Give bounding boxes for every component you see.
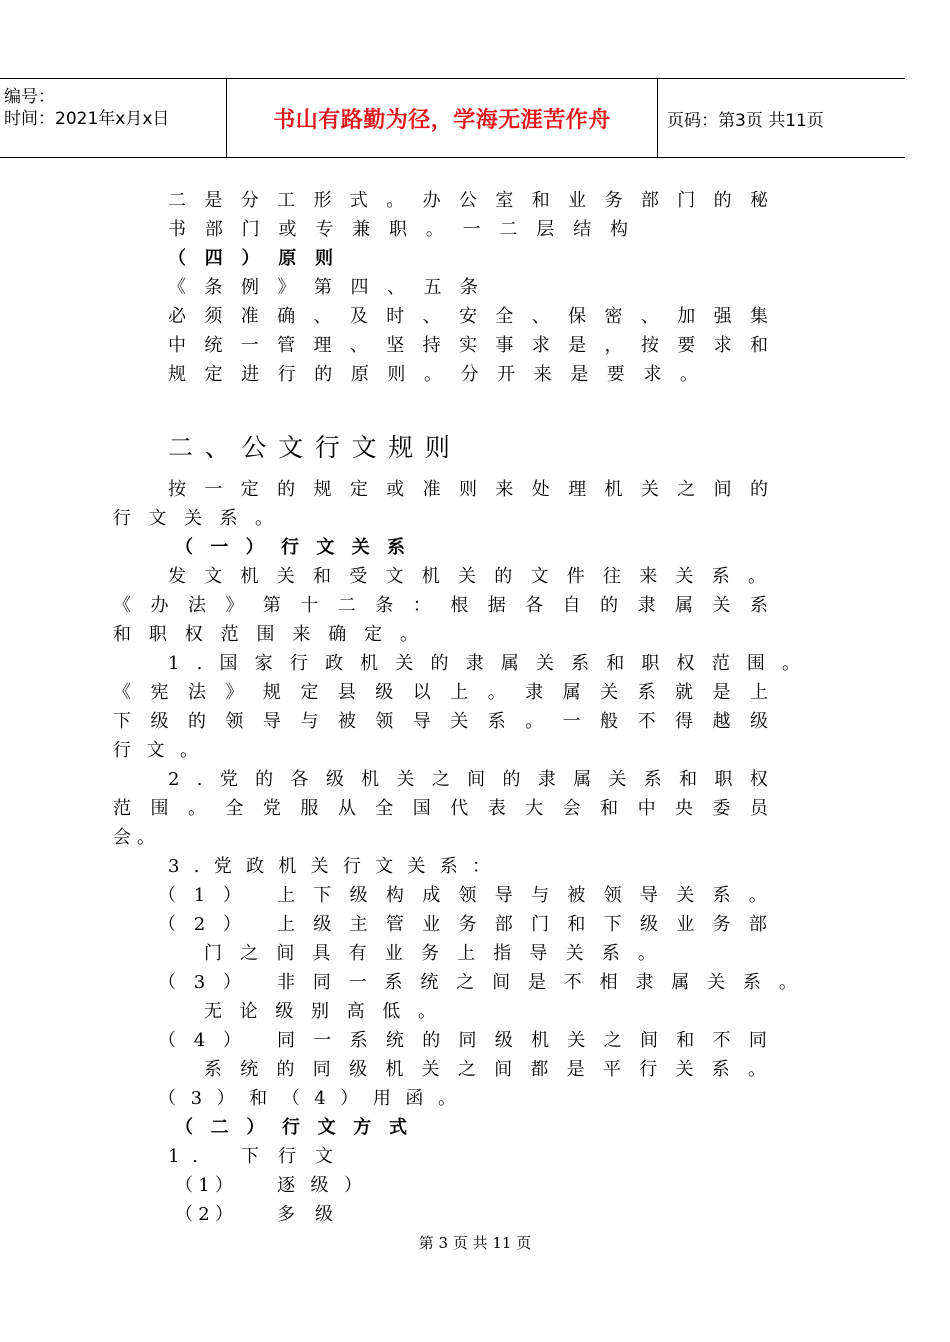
text-line: （ 一 ） 行 文 关 系 xyxy=(175,537,405,558)
text-line: （ 1 ） xyxy=(158,885,241,906)
text-line: 同 一 系 统 的 同 级 机 关 之 间 和 不 同 xyxy=(277,1030,767,1051)
text-line: 下 行 文 xyxy=(241,1146,333,1167)
text-line: （ 2 ） xyxy=(158,914,241,935)
text-line: 书 部 门 或 专 兼 职 。 一 二 层 结 构 xyxy=(168,219,628,240)
text-line: 多 级 xyxy=(277,1204,333,1225)
text-line: （ 1 ） xyxy=(175,1175,233,1196)
text-line: 1 . 国 家 行 政 机 关 的 隶 属 关 系 和 职 权 范 围 。 xyxy=(168,653,800,674)
text-line: （ 3 ） 和 （ 4 ） 用 函 。 xyxy=(158,1088,456,1109)
text-line: 范 围 。 全 党 服 从 全 国 代 表 大 会 和 中 央 委 员 xyxy=(113,798,768,819)
text-line: 无 论 级 别 高 低 。 xyxy=(204,1001,436,1022)
time-label: 时间：2021年x月x日 xyxy=(4,109,170,129)
text-line: （ 四 ） 原 则 xyxy=(168,248,333,269)
header-meta xyxy=(0,79,226,157)
text-line: 门 之 间 具 有 业 务 上 指 导 关 系 。 xyxy=(204,943,656,964)
text-line: 上 级 主 管 业 务 部 门 和 下 级 业 务 部 xyxy=(277,914,767,935)
text-line: 会 。 xyxy=(113,827,155,848)
text-line: 1 . xyxy=(168,1146,198,1167)
text-line: 按 一 定 的 规 定 或 准 则 来 处 理 机 关 之 间 的 xyxy=(168,479,768,500)
text-line: 逐 级 ） xyxy=(277,1175,362,1196)
text-line: 行 文 关 系 。 xyxy=(113,508,273,529)
text-line: 3 . 党 政 机 关 行 文 关 系 ： xyxy=(168,856,490,877)
text-line: 《 宪 法 》 规 定 县 级 以 上 。 隶 属 关 系 就 是 上 xyxy=(113,682,768,703)
text-line: 非 同 一 系 统 之 间 是 不 相 隶 属 关 系 。 xyxy=(277,972,797,993)
text-line: 《 条 例 》 第 四 、 五 条 xyxy=(168,277,478,298)
text-line: 2 . 党 的 各 级 机 关 之 间 的 隶 属 关 系 和 职 权 xyxy=(168,769,768,790)
text-line: 中 统 一 管 理 、 坚 持 实 事 求 是 ， 按 要 求 和 xyxy=(168,335,768,356)
text-line: （ 二 ） 行 文 方 式 xyxy=(175,1117,407,1138)
text-line: 行 文 。 xyxy=(113,740,198,761)
text-line: 《 办 法 》 第 十 二 条 ： 根 据 各 自 的 隶 属 关 系 xyxy=(113,595,768,616)
text-line: 发 文 机 关 和 受 文 机 关 的 文 件 往 来 关 系 。 xyxy=(168,566,766,587)
page-footer: 第 3 页 共 11 页 xyxy=(418,1234,532,1252)
header-page-info: 页码：第3页 共11页 xyxy=(667,110,824,131)
text-line: 下 级 的 领 导 与 被 领 导 关 系 。 一 般 不 得 越 级 xyxy=(113,711,768,732)
text-line: 规 定 进 行 的 原 则 。 分 开 来 是 要 求 。 xyxy=(168,364,698,385)
text-line: 上 下 级 构 成 领 导 与 被 领 导 关 系 。 xyxy=(277,885,767,906)
text-line: （ 4 ） xyxy=(158,1030,241,1051)
code-label: 编号： xyxy=(4,87,55,107)
page-header xyxy=(0,78,905,158)
text-line: （ 3 ） xyxy=(158,972,241,993)
text-line: 二 、 公 文 行 文 规 则 xyxy=(168,433,450,462)
text-line: 和 职 权 范 围 来 确 定 。 xyxy=(113,624,418,645)
text-line: 系 统 的 同 级 机 关 之 间 都 是 平 行 关 系 。 xyxy=(204,1059,766,1080)
motto: 书山有路勤为径，学海无涯苦作舟 xyxy=(273,107,611,133)
text-line: 必 须 准 确 、 及 时 、 安 全 、 保 密 、 加 强 集 xyxy=(168,306,768,327)
text-line: 二 是 分 工 形 式 。 办 公 室 和 业 务 部 门 的 秘 xyxy=(168,190,768,211)
header-motto-cell xyxy=(226,79,658,157)
text-line: （ 2 ） xyxy=(175,1204,233,1225)
